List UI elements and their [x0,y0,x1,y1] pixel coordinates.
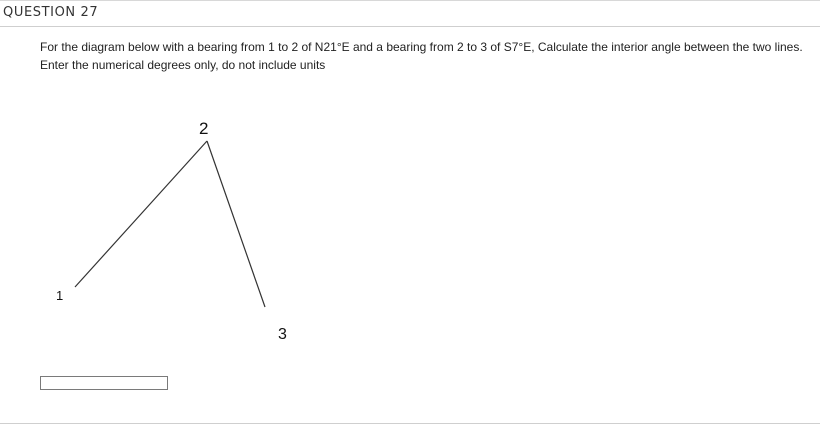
prompt-line-1: For the diagram below with a bearing from 1 to 2 of N21°E and a bearing from 2 to 3 of S7°E, Calculate the interior angle between the two lines. [40,40,803,54]
answer-input[interactable] [40,376,168,390]
line-1-to-2 [75,141,207,287]
bottom-divider [0,423,820,424]
point-3-label: 3 [278,326,287,343]
line-2-to-3 [207,141,265,307]
question-title: QUESTION 27 [3,5,99,20]
point-1-label: 1 [56,288,64,303]
prompt-line-2: Enter the numerical degrees only, do not include units [40,58,326,72]
point-2-label: 2 [199,119,209,138]
